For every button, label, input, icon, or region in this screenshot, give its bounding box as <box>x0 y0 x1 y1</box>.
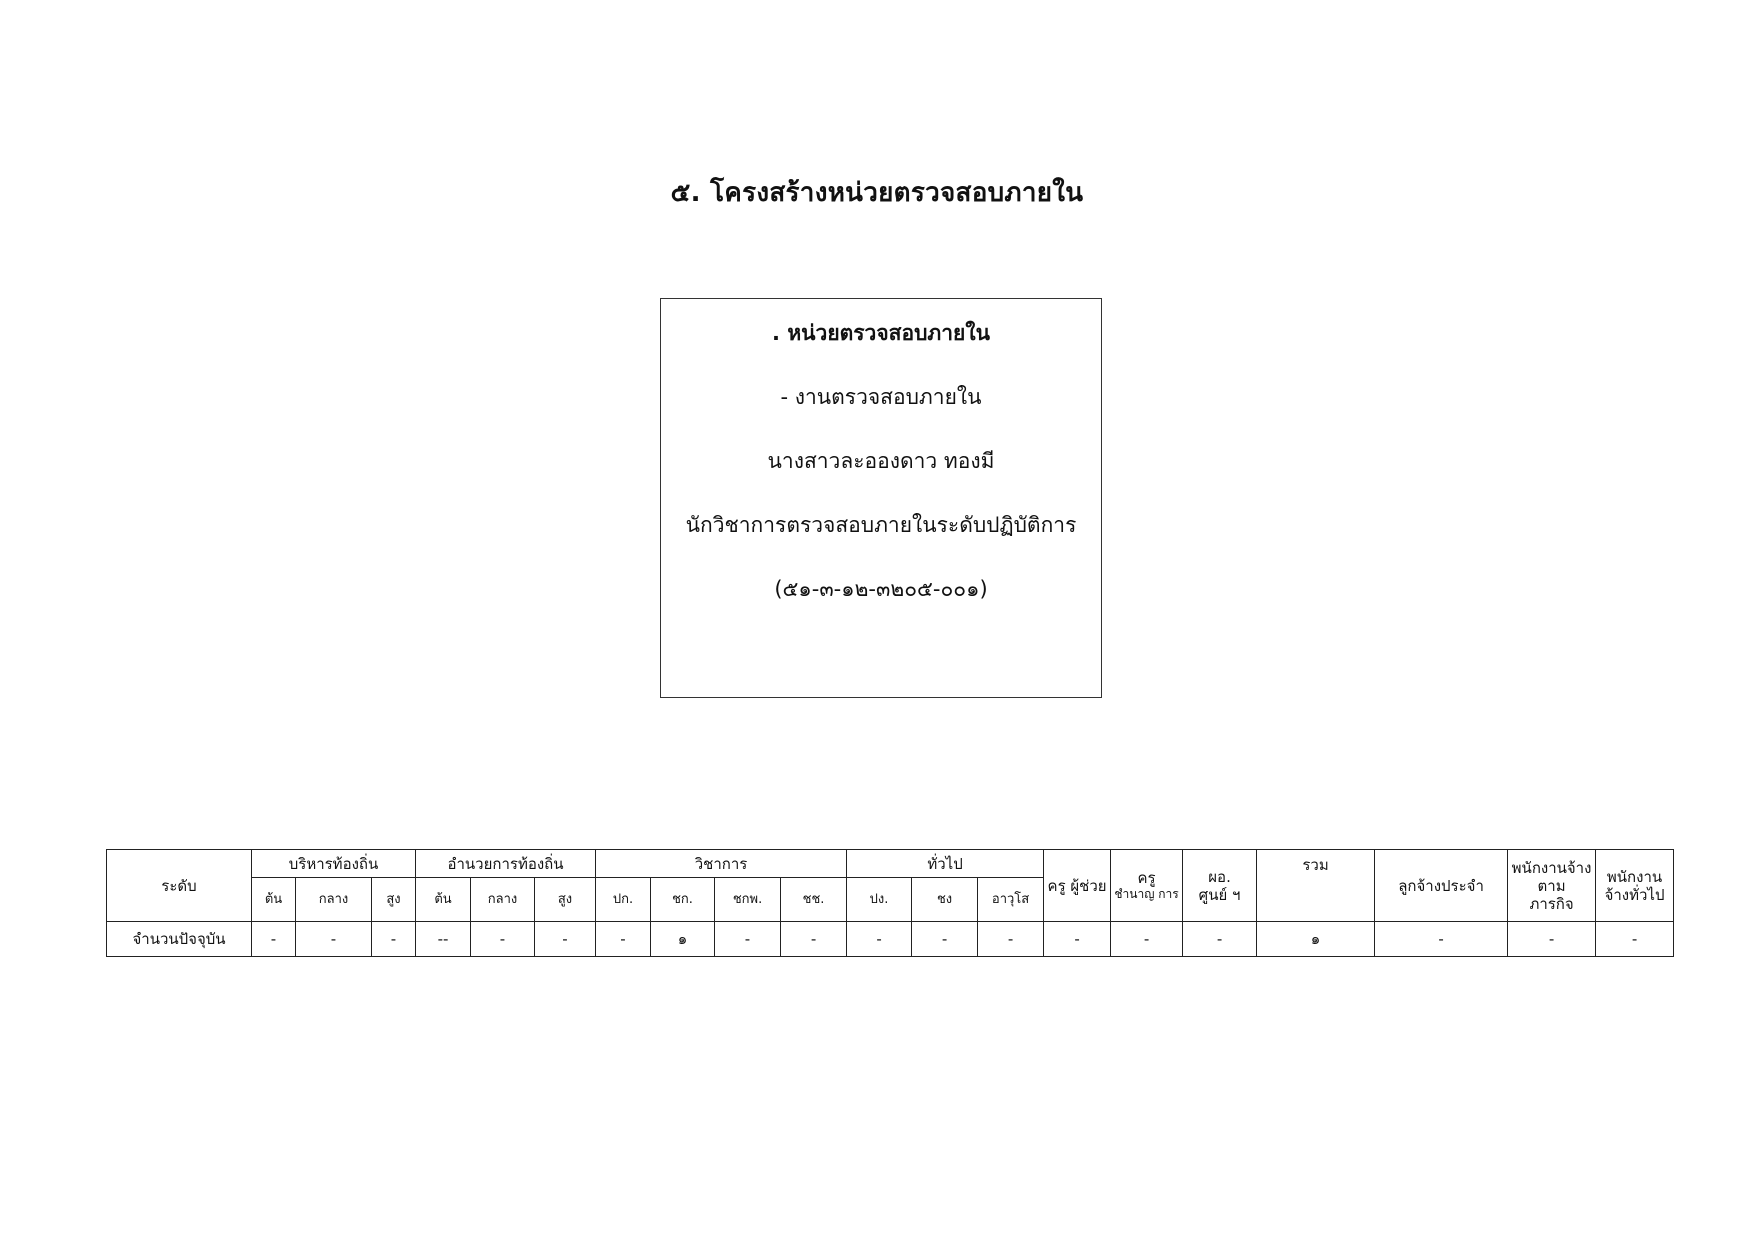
center-director-label-2: ศูนย์ ฯ <box>1198 885 1241 904</box>
table-row <box>107 922 1674 957</box>
table-cell: - <box>978 922 1044 957</box>
table-cell: - <box>252 922 296 957</box>
table-cell: - <box>1111 922 1183 957</box>
org-unit-name: . หน่วยตรวจสอบภายใน <box>772 321 990 345</box>
table-cell: - <box>1596 922 1674 957</box>
sub-header-admin-mid: กลาง <box>296 878 372 922</box>
table-cell: - <box>535 922 596 957</box>
table-cell: - <box>372 922 416 957</box>
table-cell: ๑ <box>651 922 715 957</box>
assistant-teacher-header <box>1044 850 1111 922</box>
table-cell: - <box>471 922 535 957</box>
table-cell: - <box>912 922 978 957</box>
level-header: ระดับ <box>107 850 252 922</box>
expert-teacher-label-1: ครู <box>1137 869 1156 888</box>
table-cell: - <box>596 922 651 957</box>
table-cell: - <box>1375 922 1508 957</box>
page-title: ๕. โครงสร้างหน่วยตรวจสอบภายใน <box>670 178 1084 208</box>
table-cell: - <box>1044 922 1111 957</box>
org-position-title: นักวิชาการตรวจสอบภายในระดับปฏิบัติการ <box>685 513 1077 537</box>
staff-count-table <box>106 849 1674 957</box>
sub-header-gen-chg: ชง <box>912 878 978 922</box>
table-cell: - <box>781 922 847 957</box>
center-director-header <box>1183 850 1257 922</box>
general-employee-label-1: พนักงาน <box>1606 867 1663 886</box>
sub-header-acad-chch: ชช. <box>781 878 847 922</box>
local-admin-header: บริหารท้องถิ่น <box>252 850 416 878</box>
academic-header: วิชาการ <box>596 850 847 878</box>
mission-employee-header <box>1508 850 1596 922</box>
local-director-header: อำนวยการท้องถิ่น <box>416 850 596 878</box>
sub-header-dir-low: ต้น <box>416 878 471 922</box>
sub-header-dir-high: สูง <box>535 878 596 922</box>
mission-employee-label-2: ภารกิจ <box>1529 894 1574 913</box>
table-cell: ๑ <box>1257 922 1375 957</box>
table-cell: - <box>1183 922 1257 957</box>
sub-header-admin-high: สูง <box>372 878 416 922</box>
table-cell: - <box>847 922 912 957</box>
mission-employee-label-1: พนักงานจ้างตาม <box>1511 858 1592 895</box>
general-employee-label-2: จ้างทั่วไป <box>1604 885 1665 904</box>
org-section-name: - งานตรวจสอบภายใน <box>780 385 982 409</box>
sub-header-admin-low: ต้น <box>252 878 296 922</box>
sub-header-dir-mid: กลาง <box>471 878 535 922</box>
center-director-label-1: ผอ. <box>1208 867 1231 886</box>
org-chart-box <box>660 298 1102 698</box>
table-cell: - <box>715 922 781 957</box>
sub-header-acad-pk: ปก. <box>596 878 651 922</box>
general-header: ทั่วไป <box>847 850 1044 878</box>
general-employee-header <box>1596 850 1674 922</box>
org-person-name: นางสาวละอองดาว ทองมี <box>767 449 995 473</box>
sub-header-gen-pg: ปง. <box>847 878 912 922</box>
permanent-employee-header: ลูกจ้างประจำ <box>1375 850 1508 922</box>
table-cell: -- <box>416 922 471 957</box>
total-header: รวม <box>1257 850 1375 922</box>
sub-header-acad-chkp: ชกพ. <box>715 878 781 922</box>
sub-header-gen-senior: อาวุโส <box>978 878 1044 922</box>
assistant-teacher-label: ครู ผู้ช่วย <box>1047 876 1107 895</box>
table-cell: - <box>296 922 372 957</box>
org-position-code: (๕๑-๓-๑๒-๓๒๐๕-๐๐๑) <box>774 577 988 601</box>
sub-header-acad-chk: ชก. <box>651 878 715 922</box>
expert-teacher-label-2: ชำนาญ การ <box>1114 887 1179 902</box>
expert-teacher-header <box>1111 850 1183 922</box>
table-cell: - <box>1508 922 1596 957</box>
row-label: จำนวนปัจจุบัน <box>107 922 252 957</box>
